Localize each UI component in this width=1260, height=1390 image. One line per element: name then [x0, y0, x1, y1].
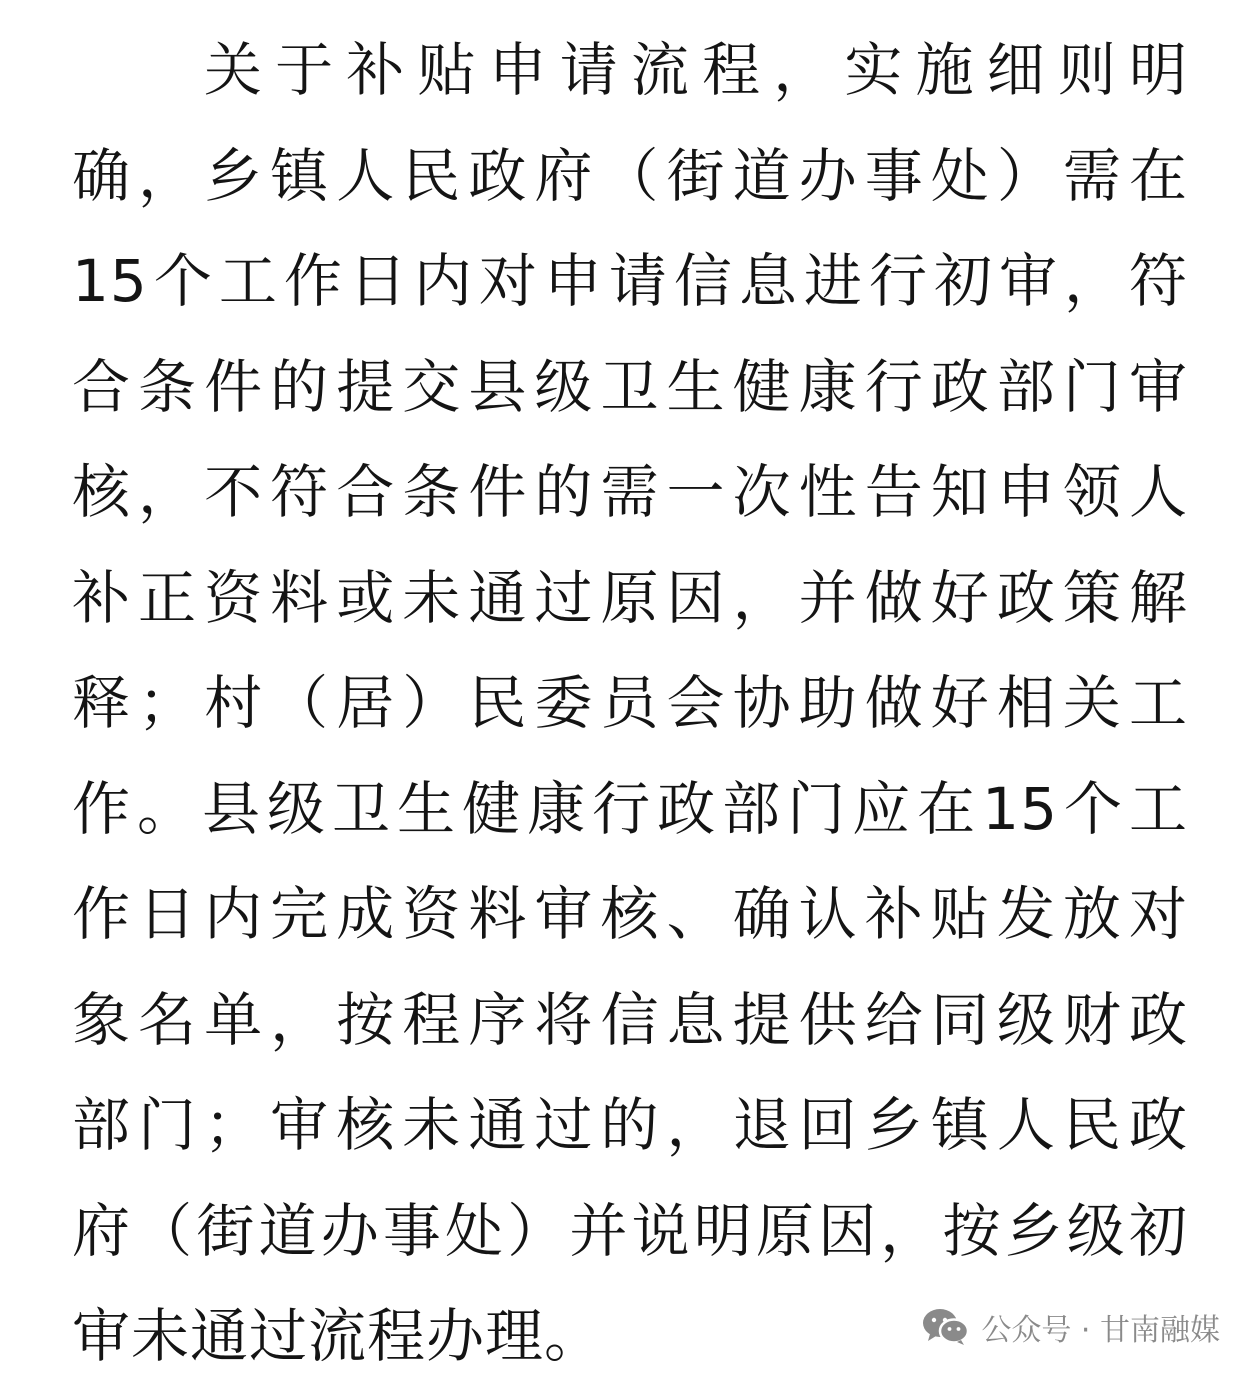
article-line: 作。县级卫生健康行政部门应在15个工 — [72, 774, 1188, 843]
article-line: 象名单，按程序将信息提供给同级财政 — [72, 985, 1188, 1054]
article-line: 补正资料或未通过原因，并做好政策解 — [72, 563, 1188, 632]
article-line: 合条件的提交县级卫生健康行政部门审 — [72, 352, 1188, 421]
watermark — [921, 1302, 1220, 1352]
article-line: 作日内完成资料审核、确认补贴发放对 — [72, 880, 1188, 948]
article-line: 关于补贴申请流程，实施细则明 — [204, 36, 1188, 104]
article-line: 府（街道办事处）并说明原因，按乡级初 — [72, 1196, 1188, 1265]
watermark-text: 公众号 · 甘南融媒 — [981, 1313, 1220, 1348]
article-line: 核，不符合条件的需一次性告知申领人 — [72, 458, 1188, 526]
article-line: 部门；审核未通过的，退回乡镇人民政 — [72, 1091, 1188, 1159]
wechat-icon — [921, 1307, 971, 1347]
article-line: 15个工作日内对申请信息进行初审，符 — [72, 247, 1188, 315]
article-line: 审未通过流程办理。 — [72, 1302, 604, 1370]
article-line: 释；村（居）民委员会协助做好相关工 — [72, 669, 1188, 737]
article-line: 确，乡镇人民政府（街道办事处）需在 — [72, 141, 1188, 210]
article-body — [72, 18, 1188, 1390]
